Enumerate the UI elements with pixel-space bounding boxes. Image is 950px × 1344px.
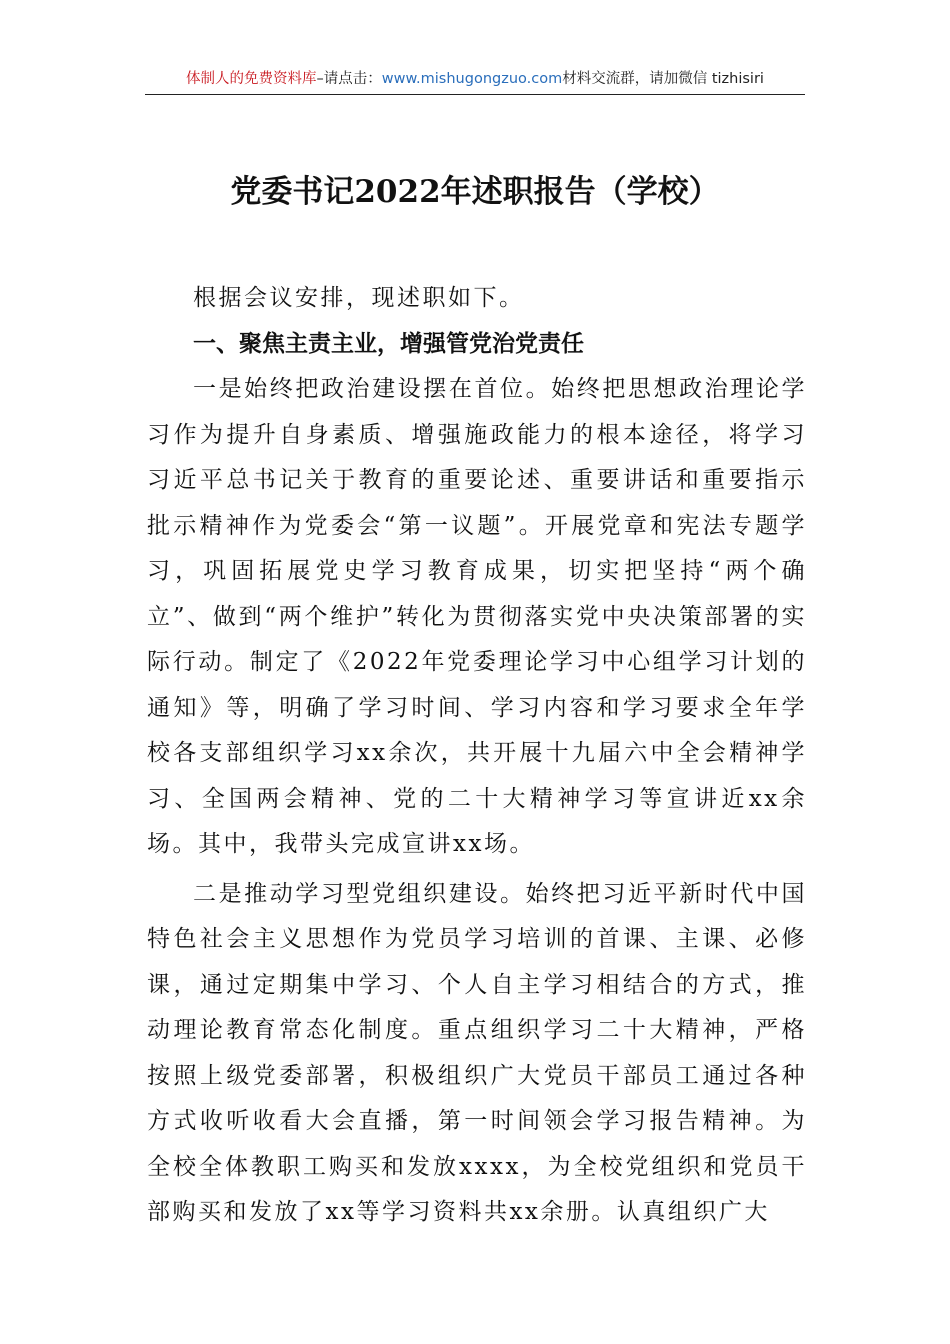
intro-paragraph: 根据会议安排，现述职如下。 (193, 285, 525, 311)
header-site-name: 体制人的免费资料库 (186, 71, 317, 87)
header-url-link[interactable]: www.mishugongzuo.com (381, 71, 563, 87)
header-contact: 材料交流群，请加微信 tizhisiri (562, 71, 764, 87)
page-header (145, 68, 805, 95)
document-title: 党委书记2022年述职报告（学校） (230, 174, 720, 210)
document-body (147, 276, 807, 1236)
paragraph-2: 二是推动学习型党组织建设。始终把习近平新时代中国特色社会主义思想作为党员学习培训的首课、主课、必修课，通过定期集中学习、个人自主学习相结合的方式，推动理论教育常态化制度。重点组织学习二十大精神，严格按照上级党委部署，积极组织广大党员干部员工通过各种方式收听收看大会直播，第一时间领会学习报告精神。为全校全体教职工购买和发放xxxx，为全校党组织和党员干部购买和发放了xx等学习资料共xx余册。认真组织广大 (147, 880, 807, 1225)
section-1-heading: 一、聚焦主责主业，增强管党治党责任 (193, 330, 584, 357)
header-click-prompt: –请点击： (316, 71, 382, 87)
paragraph-1: 一是始终把政治建设摆在首位。始终把思想政治理论学习作为提升自身素质、增强施政能力的根本途径，将学习习近平总书记关于教育的重要论述、重要讲话和重要指示批示精神作为党委会“第一议题”。开展党章和宪法专题学习，巩固拓展党史学习教育成果，切实把坚持“两个确立”、做到“两个维护”转化为贯彻落实党中央决策部署的实际行动。制定了《2022年党委理论学习中心组学习计划的通知》等，明确了学习时间、学习内容和学习要求全年学校各支部组织学习xx余次，共开展十九届六中全会精神学习、全国两会精神、党的二十大精神学习等宣讲近xx余场。其中，我带头完成宣讲xx场。 (147, 376, 807, 857)
